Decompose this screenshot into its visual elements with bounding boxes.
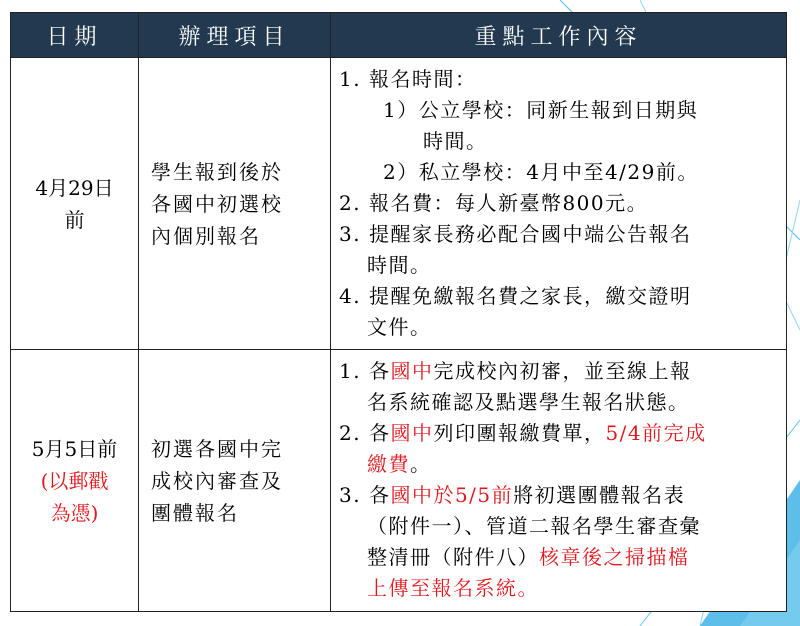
row1-content	[331, 58, 787, 350]
row1-point1a-line1: 1）公立學校：同新生報到日期與	[383, 98, 699, 122]
header-item: 辦理項目	[139, 13, 331, 58]
row2-point3-line4: 上傳至報名系統。	[367, 576, 539, 600]
row2-date-line2: (以郵戳	[40, 468, 109, 493]
row1-point1b: 2）私立學校：4月中至4/29前。	[383, 160, 699, 184]
row2-p2-highlight3: 繳費	[367, 452, 410, 476]
row2-p3-text: 將初選團體報名表	[513, 483, 686, 507]
row2-p3-prefix: 3. 各	[339, 483, 391, 507]
row1-item-line2: 各國中初選校	[151, 191, 283, 216]
row2-p2-end: 。	[410, 452, 432, 476]
row2-p1-highlight: 國中	[390, 359, 434, 383]
row2-p2-highlight1: 國中	[390, 421, 434, 445]
row1-point1: 1. 報名時間：	[339, 67, 477, 91]
row2-item	[139, 350, 331, 612]
row2-item-line2: 成校內審查及	[151, 468, 283, 493]
row1-point4-line1: 4. 提醒免繳報名費之家長，繳交證明	[339, 284, 692, 308]
row1-date-line2: 前	[64, 207, 85, 232]
row1-point2: 2. 報名費：每人新臺幣800元。	[339, 191, 649, 215]
row2-content	[331, 350, 787, 612]
row2-p3-highlight2: 核章後之掃描檔	[539, 545, 690, 569]
row2-date-line1: 5月5日前	[31, 436, 118, 461]
row1-point4-line2: 文件。	[367, 315, 432, 339]
row1-point3-line2: 時間。	[367, 253, 432, 277]
row1-item-line1: 學生報到後於	[151, 159, 283, 184]
schedule-table	[10, 12, 787, 612]
table-row	[11, 350, 787, 612]
row2-date-line3: 為憑)	[50, 500, 99, 525]
header-date: 日期	[11, 13, 139, 58]
row1-item	[139, 58, 331, 350]
row2-p1-prefix: 1. 各	[339, 359, 391, 383]
row2-p2-prefix: 2. 各	[339, 421, 391, 445]
row2-p2-text: 列印團報繳費單，	[433, 421, 606, 445]
row2-item-line1: 初選各國中完	[151, 436, 283, 461]
row1-point3-line1: 3. 提醒家長務必配合國中端公告報名	[339, 222, 692, 246]
row2-p3-highlight1: 國中於5/5前	[390, 483, 514, 507]
row1-date	[11, 58, 139, 350]
header-content: 重點工作內容	[331, 13, 787, 58]
row2-point2-line2	[339, 449, 778, 480]
row2-point1-line1	[339, 356, 778, 387]
table-row	[11, 58, 787, 350]
row1-item-line3: 內個別報名	[151, 223, 261, 248]
row2-point3-line2: （附件一）、管道二報名學生審查彙	[367, 514, 701, 538]
row2-point3-line3	[339, 542, 778, 573]
row1-point1a-line2: 時間。	[423, 129, 488, 153]
row2-point1-line2: 名系統確認及點選學生報名狀態。	[367, 390, 690, 414]
row2-date	[11, 350, 139, 612]
row2-p1-text: 完成校內初審，並至線上報	[433, 359, 692, 383]
row2-item-line3: 團體報名	[151, 500, 239, 525]
row1-date-line1: 4月29日	[35, 175, 114, 200]
row2-point3-line1	[339, 480, 778, 511]
row2-p2-highlight2: 5/4前完成	[605, 421, 707, 445]
row2-p3-text2: 整清冊（附件八）	[367, 545, 539, 569]
header-row	[11, 13, 787, 58]
row2-point2-line1	[339, 418, 778, 449]
